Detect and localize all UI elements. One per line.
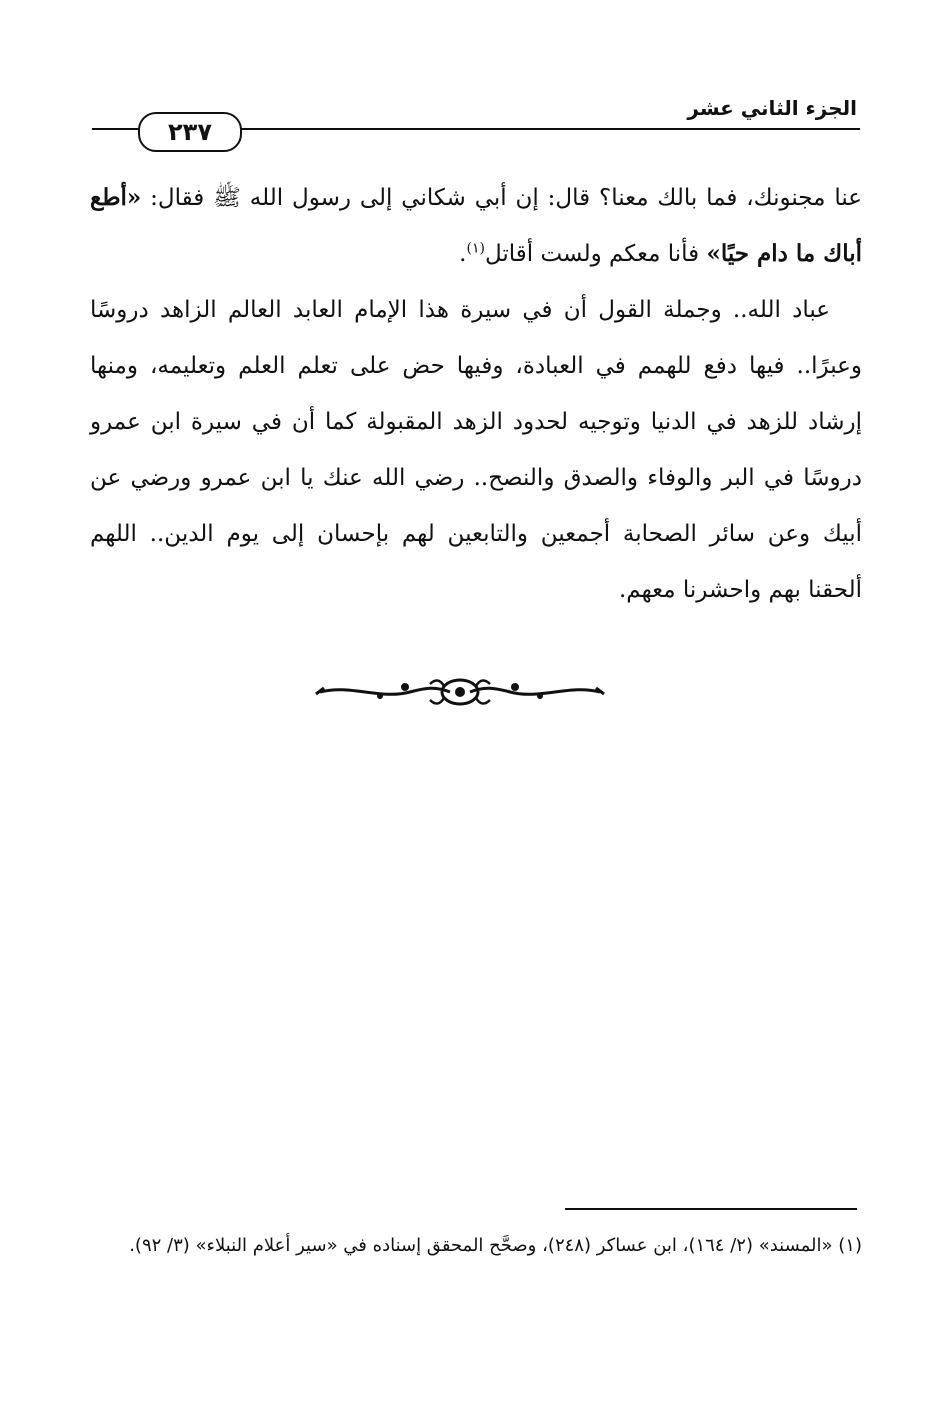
paragraph-1-tail: .	[459, 241, 467, 267]
paragraph-2: عباد الله.. وجملة القول أن في سيرة هذا الإمام العابد العالم الزاهد دروسًا وعبرًا.. فيها دفع للهمم في العبادة، وفيها حض على تعلم العلم وتعليمه، ومنها إرشاد للزهد في الدنيا وتوجيه لحدود الزهد المقبولة كما أن في سيرة ابن عمرو دروسًا في البر والوفاء والصدق والنصح.. رضي الله عنك يا ابن عمرو ورضي عن أبيك وعن سائر الصحابة أجمعين والتابعين لهم بإحسان إلى يوم الدين.. اللهم ألحقنا بهم واحشرنا معهم.	[90, 297, 862, 603]
footnote: (١) «المسند» (٢/ ١٦٤)، ابن عساكر (٢٤٨)، وصحَّح المحقق إسناده في «سير أعلام النبلاء» (٣/ ٩٢).	[129, 1235, 862, 1256]
chapter-title: الجزء الثاني عشر	[687, 96, 857, 120]
footnote-ref: (١)	[466, 240, 485, 257]
paragraph-1-start: عنا مجنونك، فما بالك معنا؟ قال: إن أبي شكاني إلى رسول الله ﷺ فقال:	[141, 185, 862, 211]
page-number: ٢٣٧	[138, 112, 242, 152]
paragraph-1	[90, 170, 862, 282]
divider-ornament	[310, 672, 610, 712]
paragraph-1-end: فأنا معكم ولست أقاتل	[484, 241, 707, 267]
footnote-rule	[565, 1208, 857, 1210]
quoted-hadith: «أطع أباك ما دام حيًا»	[90, 184, 862, 267]
